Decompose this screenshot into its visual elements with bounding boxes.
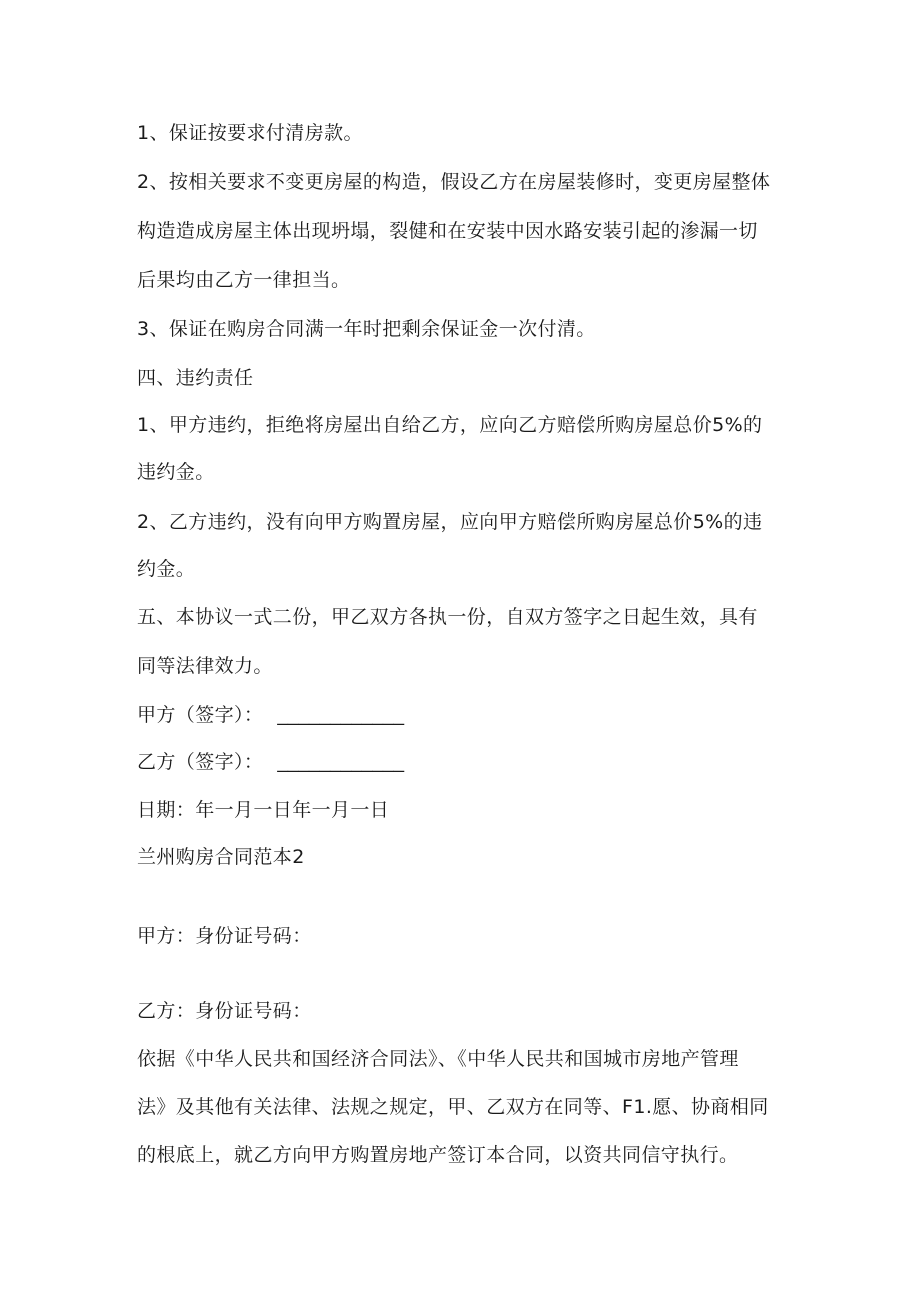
section-title: 兰州购房合同范本2 <box>137 846 305 868</box>
clause-2-line-2: 构造造成房屋主体出现坍塌，裂健和在安装中因水路安装引起的渗漏一切 <box>137 220 758 242</box>
clause-1: 1、保证按要求付清房款。 <box>137 122 363 144</box>
section-heading-breach: 四、违约责任 <box>137 367 254 389</box>
intro-line-1: 依据《中华人民共和国经济合同法》、《中华人民共和国城市房地产管理 <box>137 1048 739 1070</box>
clause-2-line-3: 后果均由乙方一律担当。 <box>137 269 351 291</box>
clause-five-line-1: 五、本协议一式二份，甲乙双方各执一份，自双方签字之日起生效，具有 <box>137 606 758 628</box>
signature-party-a <box>137 703 797 728</box>
signature-party-b-blank: ____________ <box>277 752 405 773</box>
intro-line-3: 的根底上，就乙方向甲方购置房地产签订本合同，以资共同信守执行。 <box>137 1144 739 1166</box>
signature-party-b <box>137 750 797 775</box>
signature-party-a-blank: ____________ <box>277 705 405 726</box>
breach-clause-1-line-2: 违约金。 <box>137 461 215 483</box>
breach-clause-2-line-2: 约金。 <box>137 558 196 580</box>
clause-3: 3、保证在购房合同满一年时把剩余保证金一次付清。 <box>137 318 596 340</box>
date-line: 日期：年一月一日年一月一日 <box>137 799 390 821</box>
breach-clause-2-line-1: 2、乙方违约，没有向甲方购置房屋，应向甲方赔偿所购房屋总价5%的违 <box>137 511 763 533</box>
signature-party-a-label: 甲方（签字）： <box>137 704 264 726</box>
party-a-id: 甲方：身份证号码： <box>137 925 312 947</box>
breach-clause-1-line-1: 1、甲方违约，拒绝将房屋出自给乙方，应向乙方赔偿所购房屋总价5%的 <box>137 414 763 436</box>
signature-party-b-label: 乙方（签字）： <box>137 751 264 773</box>
clause-five-line-2: 同等法律效力。 <box>137 655 273 677</box>
clause-2-line-1: 2、按相关要求不变更房屋的构造，假设乙方在房屋装修时，变更房屋整体 <box>137 171 771 193</box>
intro-line-2: 法》及其他有关法律、法规之规定，甲、乙双方在同等、F1.愿、协商相同 <box>137 1096 769 1118</box>
party-b-id: 乙方：身份证号码： <box>137 1000 312 1022</box>
